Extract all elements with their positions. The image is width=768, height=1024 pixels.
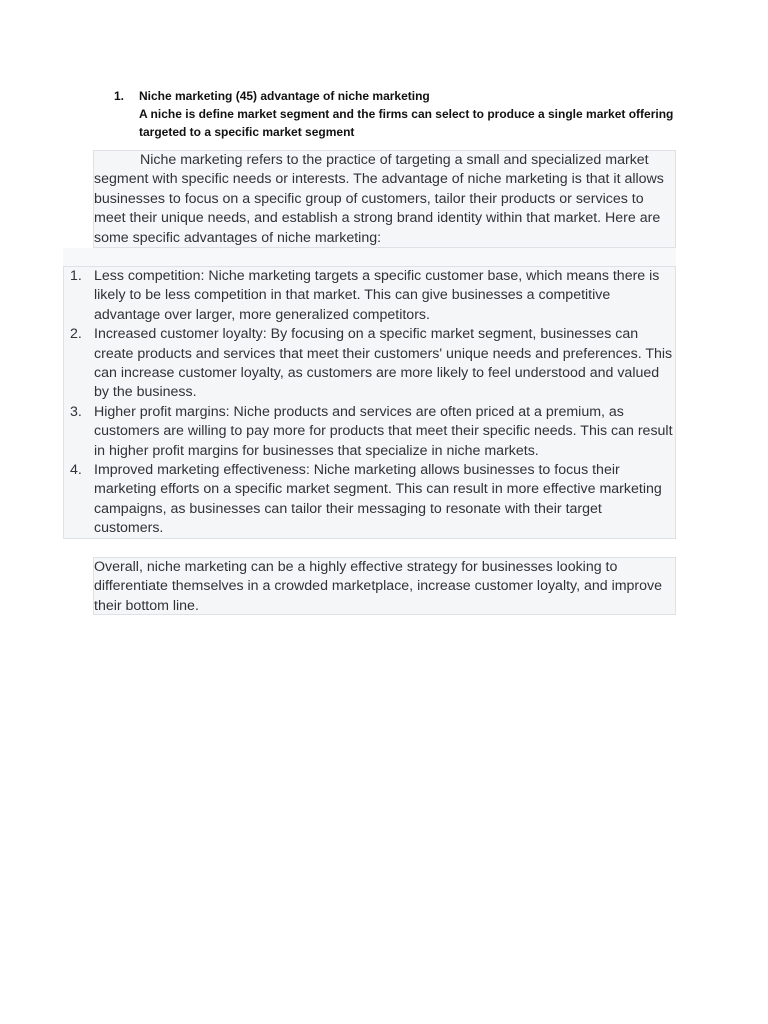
- conclusion-paragraph: Overall, niche marketing can be a highly effective strategy for businesses looking to differentiate themselves in a crowded marketplace, increase customer loyalty, and improve their bottom line.: [94, 559, 663, 614]
- advantage-number: 4.: [70, 462, 82, 479]
- conclusion-block: [93, 557, 676, 615]
- advantage-item-3: [64, 403, 675, 461]
- advantage-text: Improved marketing effectiveness: Niche marketing allows businesses to focus their marketing efforts on a specific market segment. This can result in more effective marketing campaigns, as businesses can tailor their messaging to resonate with their target customers.: [94, 462, 662, 537]
- intro-paragraph-block: [93, 150, 676, 248]
- advantages-list: [64, 267, 675, 539]
- advantage-item-2: [64, 325, 675, 403]
- advantage-number: 1.: [70, 268, 82, 284]
- advantage-text: Less competition: Niche marketing targets a specific customer base, which means there is likely to be less competition in that market. This can give businesses a competitive advantage over larger, more generalized competitors.: [94, 268, 660, 323]
- heading-title: Niche marketing (45) advantage of niche marketing: [139, 89, 430, 103]
- highlight-gap: [63, 248, 676, 267]
- advantage-number: 3.: [70, 403, 82, 420]
- heading-number: 1.: [114, 89, 125, 103]
- advantage-text: Increased customer loyalty: By focusing on a specific market segment, businesses can create products and services that meet their customers' unique needs and preferences. This can increase customer loyalty, as customers are more likely to feel understood and valued by the business.: [94, 326, 673, 401]
- advantage-item-1: [64, 267, 675, 325]
- intro-paragraph: Niche marketing refers to the practice of targeting a small and specialized market segment with specific needs or interests. The advantage of niche marketing is that it allows businesses to focus on a specific group of customers, tailor their products or services to meet their unique needs, and establish a strong brand identity within that market. Here are some specific advantages of niche marketing:: [94, 152, 664, 246]
- heading-definition: A niche is define market segment and the firms can select to produce a single market offering targeted to a specific market segment: [139, 107, 674, 139]
- advantages-list-block: [63, 266, 676, 539]
- advantage-text: Higher profit margins: Niche products and services are often priced at a premium, as customers are willing to pay more for products that meet their specific needs. This can result in higher profit margins for businesses that specialize in niche markets.: [94, 403, 673, 459]
- advantage-item-4: [64, 461, 675, 539]
- section-heading: [114, 87, 674, 141]
- advantage-number: 2.: [70, 326, 82, 343]
